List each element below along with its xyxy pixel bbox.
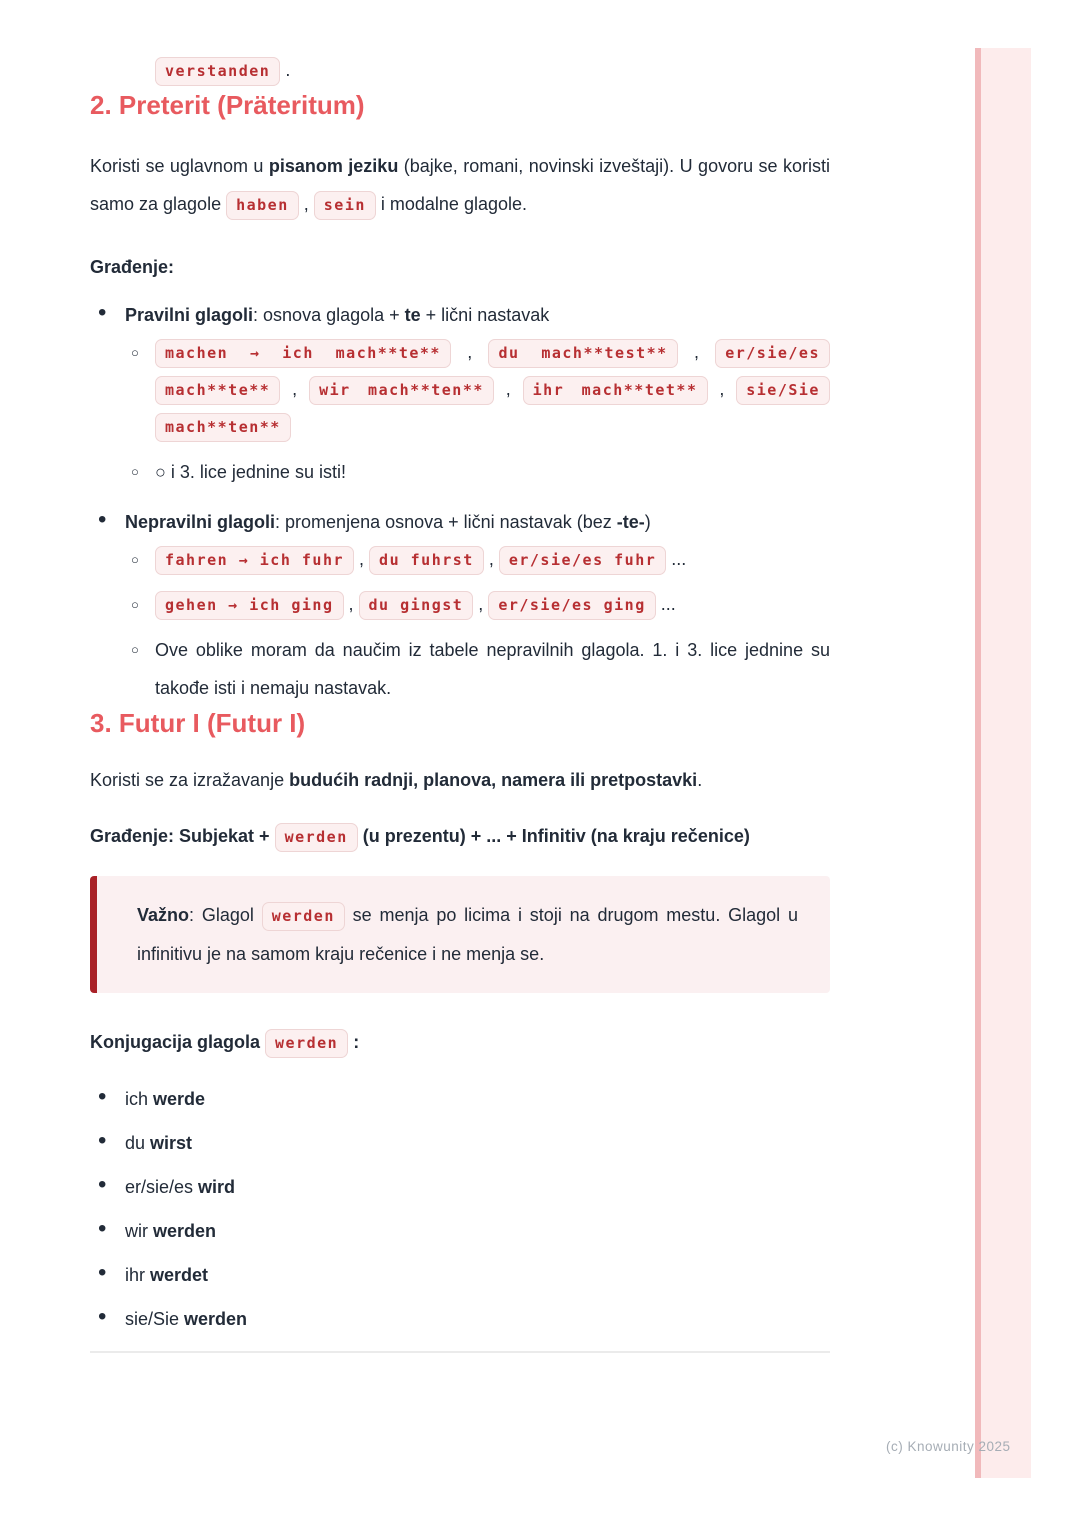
inline-code-badge: haben: [226, 191, 299, 220]
bold-text-segment: :: [348, 1032, 360, 1052]
bold-text-segment: pisanom jeziku: [268, 156, 399, 176]
text-segment: : promenjena osnova + lični nastavak (bez: [275, 512, 617, 532]
copyright-watermark: (c) Knowunity 2025: [886, 1439, 1011, 1454]
text-segment: ,: [343, 594, 359, 614]
bold-text-segment: werden: [184, 1309, 248, 1329]
inline-code-badge: fahren → ich fuhr: [155, 546, 354, 575]
inline-code-badge: sein: [314, 191, 376, 220]
text-segment: er/sie/es: [125, 1177, 199, 1197]
section-heading-preterit: 2. Preterit (Präteritum): [90, 90, 365, 120]
inline-code-badge: gehen → ich ging: [155, 591, 344, 620]
inline-code-badge: du mach**test**: [488, 339, 677, 368]
list-item-text: [125, 296, 830, 334]
futur-intro-paragraph: [90, 761, 830, 799]
text-segment: ,: [677, 342, 716, 362]
preterit-gradjenje-label: [90, 248, 830, 286]
text-segment: ,: [473, 594, 489, 614]
text-segment: ...: [666, 549, 687, 569]
text-segment: ich: [125, 1089, 154, 1109]
bold-text-segment: -te-: [616, 512, 645, 532]
pravilni-sublist: [125, 334, 830, 491]
inline-code-badge: werden: [275, 823, 358, 852]
bold-text-segment: wirst: [150, 1133, 193, 1153]
text-segment: : osnova glagola +: [253, 305, 405, 325]
bold-text-segment: Pravilni glagoli: [125, 305, 254, 325]
text-segment: Koristi se uglavnom u: [90, 156, 269, 176]
inline-code-badge: wir mach**ten**: [309, 376, 494, 405]
bold-text-segment: budućih radnji, planova, namera ili pretpostavki: [289, 770, 698, 790]
inline-code-badge: werden: [265, 1029, 348, 1058]
bold-text-segment: werde: [153, 1089, 206, 1109]
sublist-item-machen-conjugation: [125, 334, 830, 445]
text-segment: ○ i 3. lice jednine su isti!: [155, 462, 346, 482]
text-segment: ,: [493, 379, 523, 399]
text-segment: du: [125, 1133, 151, 1153]
list-item-text: [125, 503, 830, 541]
text-segment: .: [697, 770, 703, 790]
sublist-item-gehen-conjugation: [125, 586, 830, 623]
text-segment: + lični nastavak: [420, 305, 550, 325]
nepravilni-sublist: [125, 541, 830, 707]
bold-text-segment: te: [404, 305, 421, 325]
inline-code-badge: machen → ich mach**te**: [155, 339, 451, 368]
konjugacija-label: [90, 1023, 830, 1062]
callout-text: [137, 896, 798, 973]
text-segment: sie/Sie: [125, 1309, 185, 1329]
text-segment: .: [280, 60, 291, 80]
conjugation-item-ich: [90, 1080, 830, 1118]
section-heading-futur: 3. Futur I (Futur I): [90, 708, 306, 738]
continuation-line: [155, 52, 830, 89]
text-segment: ,: [354, 549, 370, 569]
text-segment: ,: [450, 342, 489, 362]
bold-text-segment: Nepravilni glagoli: [125, 512, 276, 532]
inline-code-badge: du fuhrst: [369, 546, 484, 575]
text-segment: ,: [707, 379, 737, 399]
conjugation-item-sie-Sie: [90, 1300, 830, 1338]
conjugation-item-er-sie-es: [90, 1168, 830, 1206]
text-segment: wir: [125, 1221, 153, 1241]
preterit-intro-paragraph: [90, 147, 830, 224]
list-item-pravilni-glagoli: [90, 296, 830, 491]
document-content: [90, 0, 830, 1353]
bold-text-segment: (u prezentu) + ... + Infinitiv (na kraju rečenice): [357, 826, 750, 846]
futur-gradjenje-paragraph: [90, 817, 830, 856]
text-segment: Ove oblike moram da naučim iz tabele nepravilnih glagola. 1. i 3. lice jednine su takođe isti i nemaju nastavak.: [155, 640, 830, 698]
inline-code-badge: er/sie/es ging: [488, 591, 655, 620]
bold-text-segment: Građenje:: [90, 257, 175, 277]
bold-text-segment: Konjugacija glagola: [90, 1032, 266, 1052]
page-edge-decoration-band: [975, 48, 1031, 1478]
inline-code-badge: ihr mach**tet**: [523, 376, 708, 405]
text-segment: ,: [298, 194, 314, 214]
text-segment: : Glagol: [189, 905, 262, 925]
text-segment: i modalne glagole.: [375, 194, 527, 214]
text-segment: ihr: [125, 1265, 151, 1285]
inline-code-badge: er/sie/es mach**te**: [155, 339, 830, 405]
bold-text-segment: werdet: [150, 1265, 209, 1285]
conjugation-item-wir: [90, 1212, 830, 1250]
sublist-item-note: [125, 453, 830, 491]
text-segment: ): [644, 512, 651, 532]
conjugation-item-du: [90, 1124, 830, 1162]
preterit-list: [90, 296, 830, 707]
sublist-item-fahren-conjugation: [125, 541, 830, 578]
bold-text-segment: Građenje: Subjekat +: [90, 826, 275, 846]
text-segment: ...: [655, 594, 676, 614]
bold-text-segment: werden: [153, 1221, 217, 1241]
text-segment: ,: [280, 379, 310, 399]
bold-text-segment: Važno: [137, 905, 190, 925]
bold-text-segment: wird: [198, 1177, 236, 1197]
text-segment: se menja po licima i stoji na drugom mestu. Glagol u infinitivu je na samom kraju rečenice i ne menja se.: [137, 905, 798, 964]
text-segment: Koristi se za izražavanje: [90, 770, 290, 790]
footer-divider: [90, 1351, 830, 1353]
inline-code-badge: verstanden: [155, 57, 280, 86]
list-item-nepravilni-glagoli: [90, 503, 830, 707]
inline-code-badge: du gingst: [359, 591, 474, 620]
werden-conjugation-list: [90, 1080, 830, 1338]
inline-code-badge: werden: [262, 902, 345, 931]
inline-code-badge: sie/Sie mach**ten**: [155, 376, 830, 442]
conjugation-item-ihr: [90, 1256, 830, 1294]
text-segment: ,: [483, 549, 499, 569]
inline-code-badge: er/sie/es fuhr: [499, 546, 666, 575]
important-callout: [90, 876, 830, 993]
text-segment: (bajke, romani, novinski izveštaji). U govoru se koristi samo za glagole: [90, 156, 830, 214]
sublist-item-note: [125, 631, 830, 707]
